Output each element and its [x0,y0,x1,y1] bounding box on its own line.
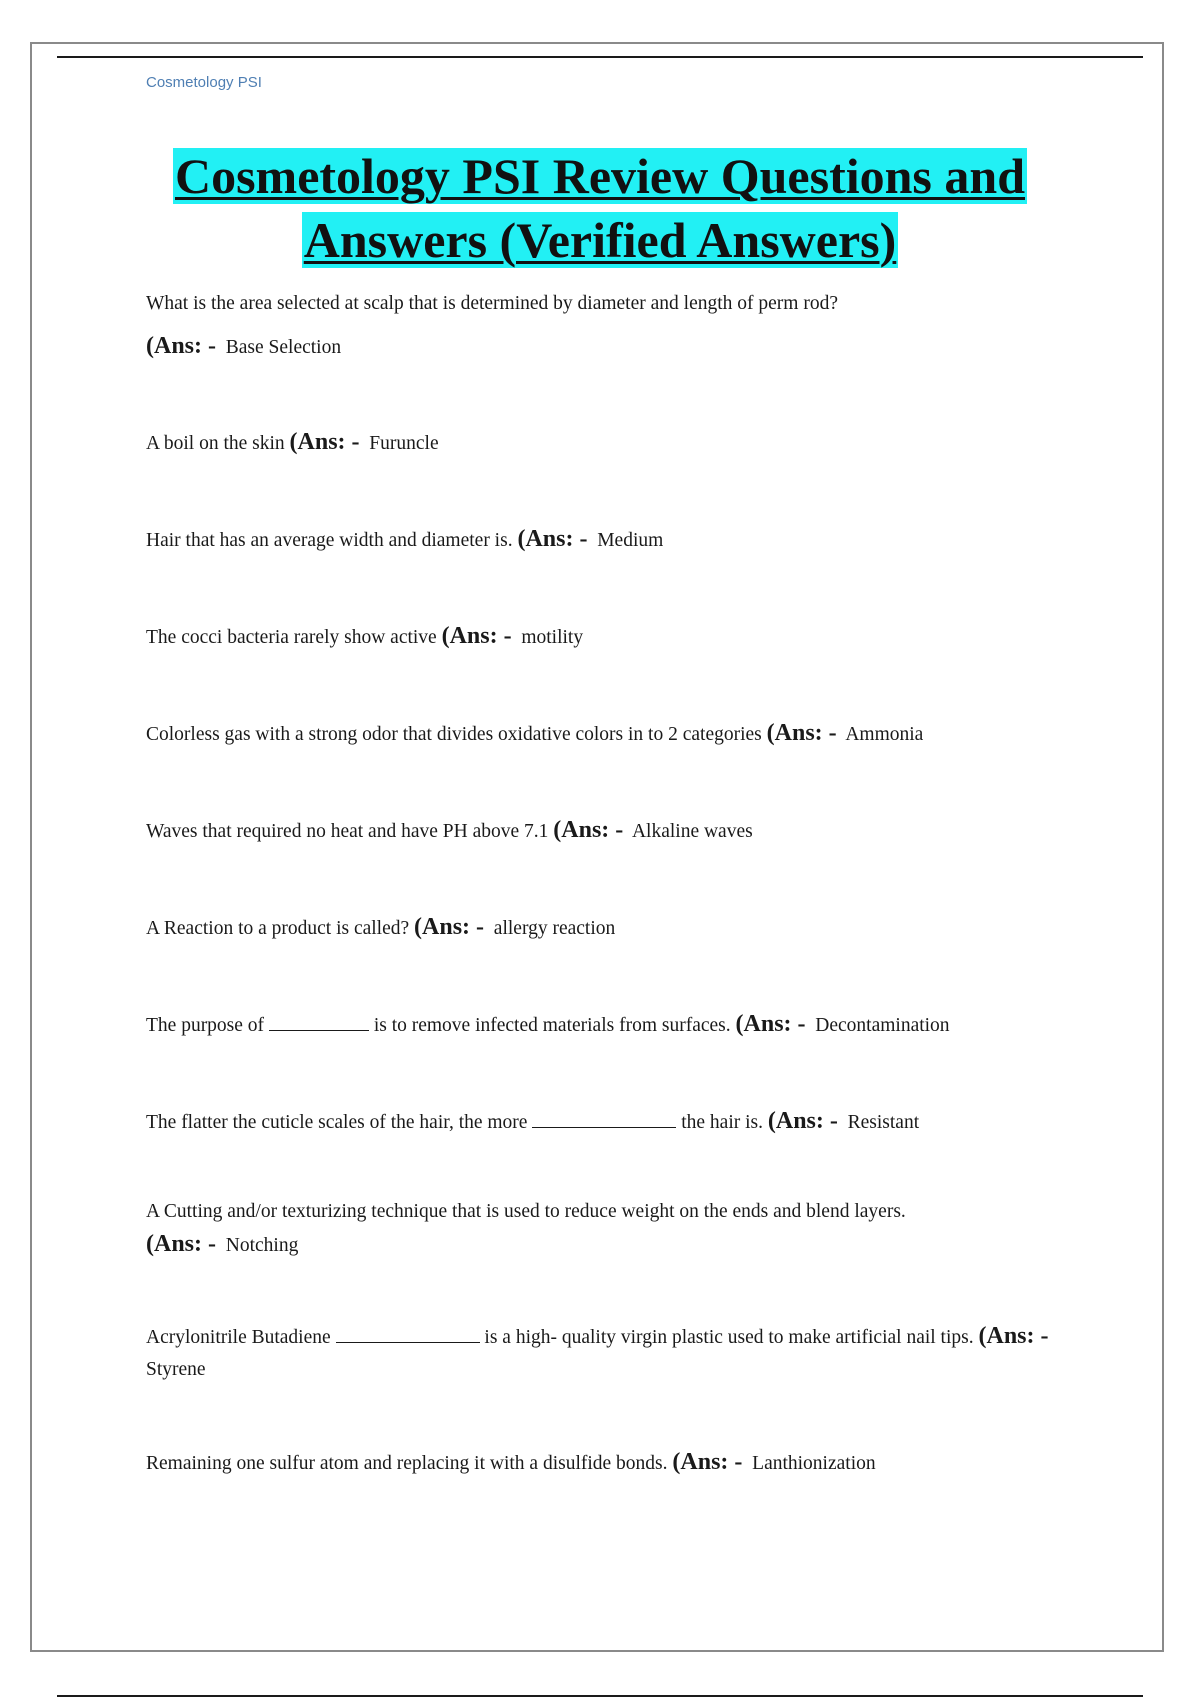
answer-prefix: (Ans: - [766,720,837,746]
answer-prefix: (Ans: - [414,914,485,940]
qa-item [146,288,1066,364]
header-rule [57,56,1143,58]
answer-prefix: (Ans: - [441,623,512,649]
question-text: Hair that has an average width and diameter is. [146,530,513,551]
question-text: Waves that required no heat and have PH above 7.1 [146,821,549,842]
qa-item [146,814,1066,848]
answer-text: Resistant [847,1112,920,1133]
question-text: A Cutting and/or texturizing technique that is used to reduce weight on the ends and blend layers. [146,1201,906,1222]
question-text-after-blank: the hair is. [681,1112,763,1133]
answer-text: Base Selection [225,337,342,358]
qa-item [146,1196,1066,1262]
qa-item [146,1446,1066,1480]
qa-item [146,911,1066,945]
answer-text: allergy reaction [493,918,616,939]
footer-rule [57,1695,1143,1697]
question-text-after-blank: is to remove infected materials from surfaces. [373,1015,731,1036]
answer-text: Decontamination [815,1015,950,1036]
answer-prefix: (Ans: - [767,1108,838,1134]
fill-in-blank [336,1341,480,1343]
question-text: What is the area selected at scalp that is determined by diameter and length of perm rod? [146,293,838,314]
running-header: Cosmetology PSI [146,74,262,91]
question-text: Remaining one sulfur atom and replacing it with a disulfide bonds. [146,1453,668,1474]
question-text: The cocci bacteria rarely show active [146,627,437,648]
answer-text: motility [521,627,584,648]
answer-prefix: (Ans: - [146,1231,216,1257]
answer-text: Furuncle [369,433,439,454]
qa-item [146,1105,1066,1139]
qa-item [146,1320,1066,1386]
answer-prefix: (Ans: - [517,526,588,552]
answer-prefix: (Ans: - [289,429,360,455]
answer-prefix: (Ans: - [553,817,624,843]
answer-text: Alkaline waves [631,821,753,842]
qa-item [146,1008,1066,1042]
answer-text: Medium [597,530,664,551]
qa-list [146,288,1066,1480]
question-text: A boil on the skin [146,433,285,454]
question-text-after-blank: is a high- quality virgin plastic used to make artificial nail tips. [484,1327,974,1348]
answer-prefix: (Ans: - [735,1011,806,1037]
question-text-before-blank: The purpose of [146,1015,265,1036]
question-text: A Reaction to a product is called? [146,918,410,939]
qa-item [146,523,1066,557]
document-title [100,144,1100,272]
fill-in-blank [269,1029,369,1031]
title-line-2: Answers (Verified Answers) [303,212,897,268]
answer-prefix: (Ans: - [672,1449,743,1475]
question-text: Colorless gas with a strong odor that divides oxidative colors in to 2 categories [146,724,762,745]
answer-prefix: (Ans: - [978,1323,1049,1349]
answer-text: Notching [225,1235,299,1256]
question-text-before-blank: The flatter the cuticle scales of the hair, the more [146,1112,528,1133]
answer-text: Lanthionization [752,1453,876,1474]
answer-prefix: (Ans: - [146,333,216,359]
title-line-1: Cosmetology PSI Review Questions and [174,148,1026,204]
qa-item [146,426,1066,460]
answer-text: Styrene [146,1359,206,1380]
qa-item [146,620,1066,654]
question-text-before-blank: Acrylonitrile Butadiene [146,1327,331,1348]
qa-item [146,717,1066,751]
answer-text: Ammonia [845,724,924,745]
fill-in-blank [532,1126,676,1128]
